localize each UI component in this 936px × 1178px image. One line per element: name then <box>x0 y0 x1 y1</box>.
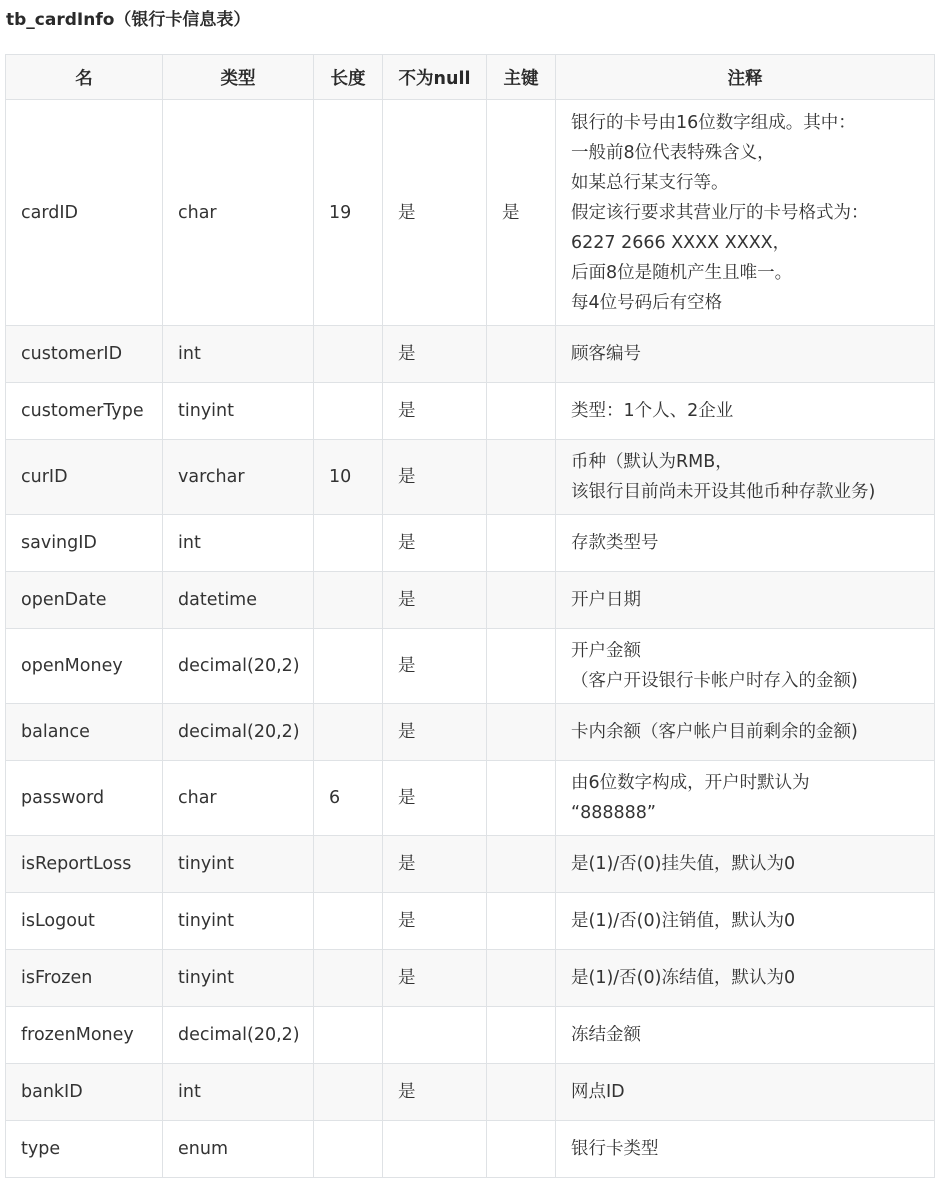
cell-primary-key <box>487 893 556 950</box>
cell-not-null: 是 <box>383 704 487 761</box>
table-row <box>6 1007 935 1064</box>
table-row <box>6 893 935 950</box>
cell-name: openMoney <box>6 629 163 704</box>
table-row <box>6 629 935 704</box>
cell-comment: 银行卡类型 <box>556 1121 935 1178</box>
cell-primary-key <box>487 326 556 383</box>
cell-not-null: 是 <box>383 836 487 893</box>
cell-not-null: 是 <box>383 629 487 704</box>
cell-not-null: 是 <box>383 440 487 515</box>
cell-not-null <box>383 1007 487 1064</box>
table-row <box>6 761 935 836</box>
cell-primary-key <box>487 629 556 704</box>
header-type: 类型 <box>163 55 314 100</box>
cell-type: char <box>163 100 314 326</box>
cell-type: int <box>163 1064 314 1121</box>
cell-type: int <box>163 515 314 572</box>
cell-comment: 开户日期 <box>556 572 935 629</box>
cell-type: tinyint <box>163 950 314 1007</box>
cell-primary-key <box>487 440 556 515</box>
cell-length: 10 <box>314 440 383 515</box>
cell-not-null: 是 <box>383 893 487 950</box>
header-length: 长度 <box>314 55 383 100</box>
cell-not-null: 是 <box>383 1064 487 1121</box>
cell-length <box>314 950 383 1007</box>
cell-not-null: 是 <box>383 572 487 629</box>
table-row <box>6 836 935 893</box>
cell-length <box>314 1007 383 1064</box>
table-row <box>6 383 935 440</box>
cell-primary-key <box>487 950 556 1007</box>
cell-primary-key: 是 <box>487 100 556 326</box>
table-row <box>6 100 935 326</box>
cell-comment: 是(1)/否(0)挂失值，默认为0 <box>556 836 935 893</box>
cell-type: int <box>163 326 314 383</box>
cell-not-null <box>383 1121 487 1178</box>
cell-name: balance <box>6 704 163 761</box>
cell-comment: 开户金额 （客户开设银行卡帐户时存入的金额) <box>556 629 935 704</box>
cell-length <box>314 629 383 704</box>
cell-primary-key <box>487 836 556 893</box>
cell-comment: 币种（默认为RMB， 该银行目前尚未开设其他币种存款业务) <box>556 440 935 515</box>
cell-length <box>314 836 383 893</box>
cell-comment: 由6位数字构成，开户时默认为 “888888” <box>556 761 935 836</box>
cell-comment: 是(1)/否(0)注销值，默认为0 <box>556 893 935 950</box>
cell-name: isFrozen <box>6 950 163 1007</box>
table-row <box>6 326 935 383</box>
cell-type: tinyint <box>163 836 314 893</box>
cell-type: datetime <box>163 572 314 629</box>
cell-name: cardID <box>6 100 163 326</box>
cell-length: 6 <box>314 761 383 836</box>
cell-name: savingID <box>6 515 163 572</box>
cell-length <box>314 383 383 440</box>
cell-type: tinyint <box>163 893 314 950</box>
cell-primary-key <box>487 515 556 572</box>
table-row <box>6 950 935 1007</box>
cell-not-null: 是 <box>383 326 487 383</box>
cell-primary-key <box>487 1064 556 1121</box>
cell-type: char <box>163 761 314 836</box>
header-name: 名 <box>6 55 163 100</box>
cell-name: type <box>6 1121 163 1178</box>
cell-name: bankID <box>6 1064 163 1121</box>
cell-type: decimal(20,2) <box>163 1007 314 1064</box>
cell-comment: 类型：1个人、2企业 <box>556 383 935 440</box>
table-body <box>6 100 935 1178</box>
cell-comment: 顾客编号 <box>556 326 935 383</box>
cell-length <box>314 704 383 761</box>
cell-primary-key <box>487 704 556 761</box>
cell-type: tinyint <box>163 383 314 440</box>
cell-name: frozenMoney <box>6 1007 163 1064</box>
cell-primary-key <box>487 1121 556 1178</box>
cell-name: customerType <box>6 383 163 440</box>
cell-length <box>314 326 383 383</box>
header-comment: 注释 <box>556 55 935 100</box>
table-row <box>6 1121 935 1178</box>
table-row <box>6 704 935 761</box>
cell-not-null: 是 <box>383 100 487 326</box>
cell-not-null: 是 <box>383 383 487 440</box>
cell-length: 19 <box>314 100 383 326</box>
header-primary-key: 主键 <box>487 55 556 100</box>
cell-name: isLogout <box>6 893 163 950</box>
cell-not-null: 是 <box>383 950 487 1007</box>
cell-length <box>314 572 383 629</box>
cell-type: decimal(20,2) <box>163 704 314 761</box>
cell-primary-key <box>487 383 556 440</box>
cell-name: isReportLoss <box>6 836 163 893</box>
cell-comment: 冻结金额 <box>556 1007 935 1064</box>
table-row <box>6 1064 935 1121</box>
table-title: tb_cardInfo（银行卡信息表） <box>6 10 251 30</box>
cell-primary-key <box>487 1007 556 1064</box>
table-row <box>6 572 935 629</box>
cell-type: decimal(20,2) <box>163 629 314 704</box>
cell-comment: 银行的卡号由16位数字组成。其中： 一般前8位代表特殊含义， 如某总行某支行等。 假定该行要求其营业厅的卡号格式为： 6227 2666 XXXX XXXX， 后面8位是随机产生且唯一。 每4位号码后有空格 <box>556 100 935 326</box>
cell-type: varchar <box>163 440 314 515</box>
cell-length <box>314 1121 383 1178</box>
cell-name: openDate <box>6 572 163 629</box>
cell-not-null: 是 <box>383 515 487 572</box>
cell-primary-key <box>487 761 556 836</box>
cell-not-null: 是 <box>383 761 487 836</box>
cell-length <box>314 515 383 572</box>
table-header <box>6 55 935 100</box>
cell-length <box>314 893 383 950</box>
header-row <box>6 55 935 100</box>
header-not-null: 不为null <box>383 55 487 100</box>
cell-length <box>314 1064 383 1121</box>
cell-name: customerID <box>6 326 163 383</box>
table-row <box>6 440 935 515</box>
card-info-table <box>5 54 935 1178</box>
table-row <box>6 515 935 572</box>
cell-primary-key <box>487 572 556 629</box>
cell-comment: 是(1)/否(0)冻结值，默认为0 <box>556 950 935 1007</box>
cell-name: password <box>6 761 163 836</box>
cell-comment: 存款类型号 <box>556 515 935 572</box>
cell-comment: 卡内余额（客户帐户目前剩余的金额) <box>556 704 935 761</box>
cell-comment: 网点ID <box>556 1064 935 1121</box>
cell-name: curID <box>6 440 163 515</box>
cell-type: enum <box>163 1121 314 1178</box>
